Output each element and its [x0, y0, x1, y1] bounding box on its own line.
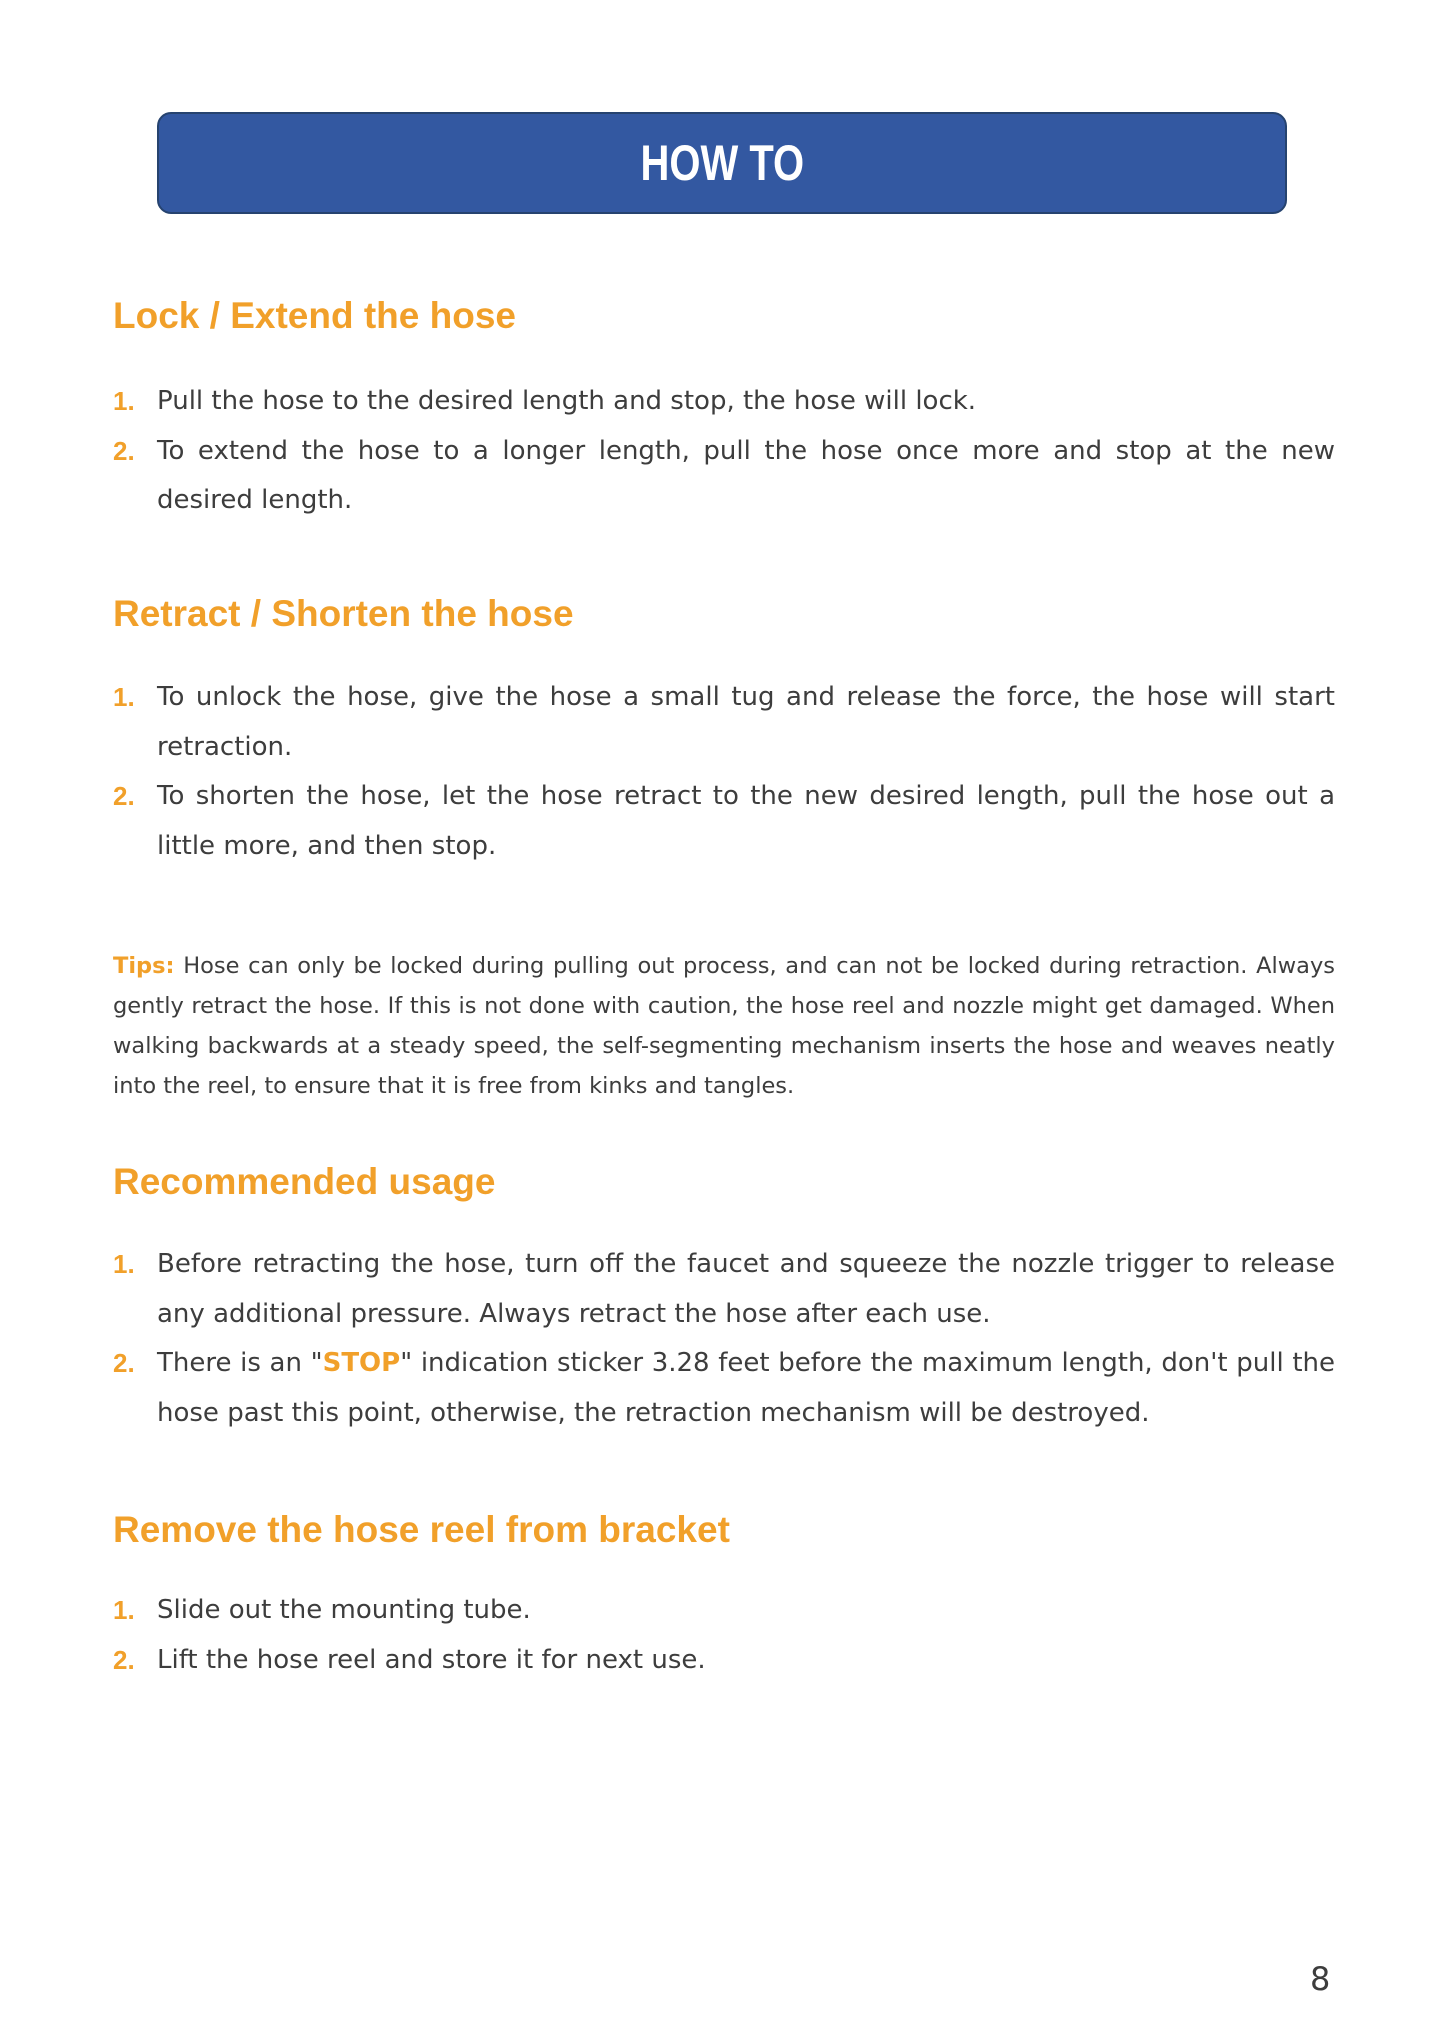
step-number: 1.: [113, 1595, 135, 1625]
list-item: [113, 673, 1335, 772]
list-item: [113, 377, 1335, 427]
list-item: [113, 1339, 1335, 1438]
section-recommended-usage: [113, 1160, 1335, 1438]
step-text-before: There is an ": [157, 1348, 323, 1378]
step-number: 1.: [113, 386, 135, 416]
stop-highlight: STOP: [322, 1348, 401, 1378]
step-number: 1.: [113, 682, 135, 712]
tips-label: Tips:: [113, 953, 175, 979]
step-number: 2.: [113, 1644, 135, 1675]
step-list: [113, 673, 1335, 871]
step-list: [113, 1240, 1335, 1438]
step-number: 2.: [113, 1348, 135, 1378]
step-number: 2.: [113, 435, 135, 466]
section-heading: Lock / Extend the hose: [113, 295, 516, 336]
section-retract-shorten: [113, 592, 1335, 871]
list-item: [113, 772, 1335, 871]
step-text: Before retracting the hose, turn off the faucet and squeeze the nozzle trigger to release any additional pressure. Always retract the hose after each use.: [157, 1249, 1335, 1329]
tips-paragraph: [113, 946, 1335, 1106]
step-text: [157, 1339, 1335, 1438]
tips-text: Hose can only be locked during pulling out process, and can not be locked during retraction. Always gently retract the hose. If this is not done with caution, the hose reel and nozzle might get damaged. When walking backwards at a steady speed, the self-segmenting mechanism inserts the hose and weaves neatly into the reel, to ensure that it is free from kinks and tangles.: [113, 953, 1335, 1099]
list-item: [113, 427, 1335, 526]
section-heading: Remove the hose reel from bracket: [113, 1509, 730, 1550]
step-text: Slide out the mounting tube.: [157, 1595, 531, 1625]
step-text: To unlock the hose, give the hose a small tug and release the force, the hose will start retraction.: [157, 682, 1335, 762]
section-banner: [157, 112, 1287, 214]
step-text: To shorten the hose, let the hose retract to the new desired length, pull the hose out a little more, and then stop.: [157, 781, 1335, 861]
step-number: 1.: [113, 1249, 135, 1279]
list-item: [113, 1636, 1335, 1686]
step-text: To extend the hose to a longer length, pull the hose once more and stop at the new desired length.: [157, 435, 1335, 515]
section-heading: Recommended usage: [113, 1161, 496, 1202]
step-text: Lift the hose reel and store it for next use.: [157, 1644, 706, 1675]
section-remove-reel: [113, 1508, 1335, 1685]
step-list: [113, 1586, 1335, 1685]
step-list: [113, 377, 1335, 526]
step-number: 2.: [113, 781, 135, 811]
step-text: Pull the hose to the desired length and stop, the hose will lock.: [157, 386, 977, 416]
section-lock-extend: [113, 294, 1335, 526]
section-heading: Retract / Shorten the hose: [113, 593, 574, 634]
list-item: [113, 1240, 1335, 1339]
page-number: 8: [1310, 1960, 1331, 1998]
step-text-after: " indication sticker 3.28 feet before the maximum length, don't pull the hose past this point, otherwise, the retraction mechanism will be destroyed.: [157, 1348, 1336, 1428]
banner-title: HOW TO: [640, 135, 804, 191]
list-item: [113, 1586, 1335, 1636]
